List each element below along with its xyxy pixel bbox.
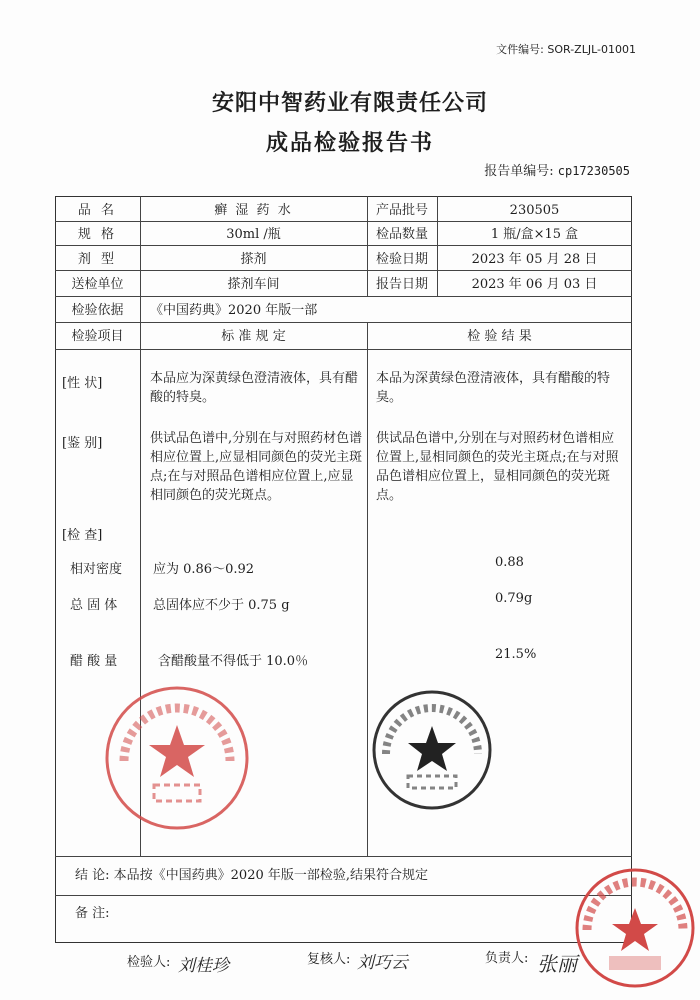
inspector-signature: 刘桂珍 <box>178 956 229 976</box>
identification-standard: 供试品色谱中,分别在与对照药材色谱相应位置上,应显相同颜色的荧光主斑点;在与对照品色谱相应位置上,应显相同颜色的荧光斑点。 <box>150 431 363 503</box>
acid-standard: 含醋酸量不得低于 10.0％ <box>158 654 309 669</box>
solids-result: 0.79g <box>495 591 533 606</box>
conclusion-label: 结 论: <box>75 868 110 883</box>
qty-label: 检品数量 <box>375 227 428 242</box>
pharmacy-stamp <box>573 866 697 990</box>
density-standard: 应为 0.86～0.92 <box>153 562 255 577</box>
name-label: 品 名 <box>77 203 118 218</box>
batch-label: 产品批号 <box>375 203 428 218</box>
manager-signature: 张丽 <box>537 952 577 976</box>
basis-label: 检验依据 <box>71 303 124 318</box>
report-number-label: 报告单编号: <box>484 164 554 179</box>
conclusion <box>75 868 428 885</box>
acid-result: 21.5% <box>495 647 537 662</box>
density-label: 相对密度 <box>70 562 123 577</box>
dept-label: 送检单位 <box>71 277 124 292</box>
quality-dept-stamp <box>102 683 252 833</box>
report-date: 2023 年 06 月 03 日 <box>471 277 598 292</box>
character-standard: 本品应为深黄绿色澄清液体，具有醋酸的特臭。 <box>150 371 359 405</box>
product-name: 癣 湿 药 水 <box>214 203 293 218</box>
report-date-label: 报告日期 <box>375 277 428 292</box>
inspector-label: 检验人: <box>127 955 171 970</box>
solids-label: 总 固 体 <box>70 598 118 613</box>
document-title: 成品检验报告书 <box>265 130 434 156</box>
identification-result: 供试品色谱中,分别在与对照药材色谱相应位置上,显相同颜色的荧光主斑点;在与对照品色谱相应位置上，显相同颜色的荧光斑点。 <box>376 431 619 503</box>
reviewer-label: 复核人: <box>307 952 351 967</box>
acid-label: 醋 酸 量 <box>70 654 118 669</box>
company-name: 安阳中智药业有限责任公司 <box>211 90 488 116</box>
spec-label: 规 格 <box>77 227 118 242</box>
file-number: 文件编号: SOR-ZLJL-01001 <box>496 43 636 56</box>
basis-value: 《中国药典》2020 年版一部 <box>150 303 318 318</box>
conclusion-text: 本品按《中国药典》2020 年版一部检验,结果符合规定 <box>113 868 429 883</box>
spec-value: 30ml /瓶 <box>226 227 281 242</box>
col-result: 检 验 结 果 <box>467 329 532 344</box>
reviewer-signature: 刘巧云 <box>357 953 408 973</box>
col-item: 检验项目 <box>71 329 124 344</box>
character-label: [性 状] <box>62 376 103 391</box>
col-standard: 标 准 规 定 <box>221 329 286 344</box>
inspection-date-label: 检验日期 <box>375 252 428 267</box>
batch-value: 230505 <box>509 203 560 218</box>
form-value: 搽剂 <box>240 252 267 267</box>
manager-label: 负责人: <box>485 951 529 966</box>
solids-standard: 总固体应不少于 0.75 g <box>153 598 290 613</box>
report-number <box>484 160 630 179</box>
report-table <box>55 196 632 943</box>
density-result: 0.88 <box>495 555 524 570</box>
remarks-label: 备 注: <box>75 906 110 921</box>
dept-value: 搽剂车间 <box>227 277 280 292</box>
identification-label: [鉴 别] <box>62 436 103 451</box>
inspection-date: 2023 年 05 月 28 日 <box>471 252 598 267</box>
report-number-value: cp17230505 <box>557 164 630 178</box>
form-label: 剂 型 <box>77 252 118 267</box>
character-result: 本品为深黄绿色澄清液体，具有醋酸的特臭。 <box>376 371 611 405</box>
qty-value: 1 瓶/盒×15 盒 <box>490 227 579 242</box>
check-label: [检 查] <box>62 528 103 543</box>
inspection-stamp <box>370 688 495 813</box>
